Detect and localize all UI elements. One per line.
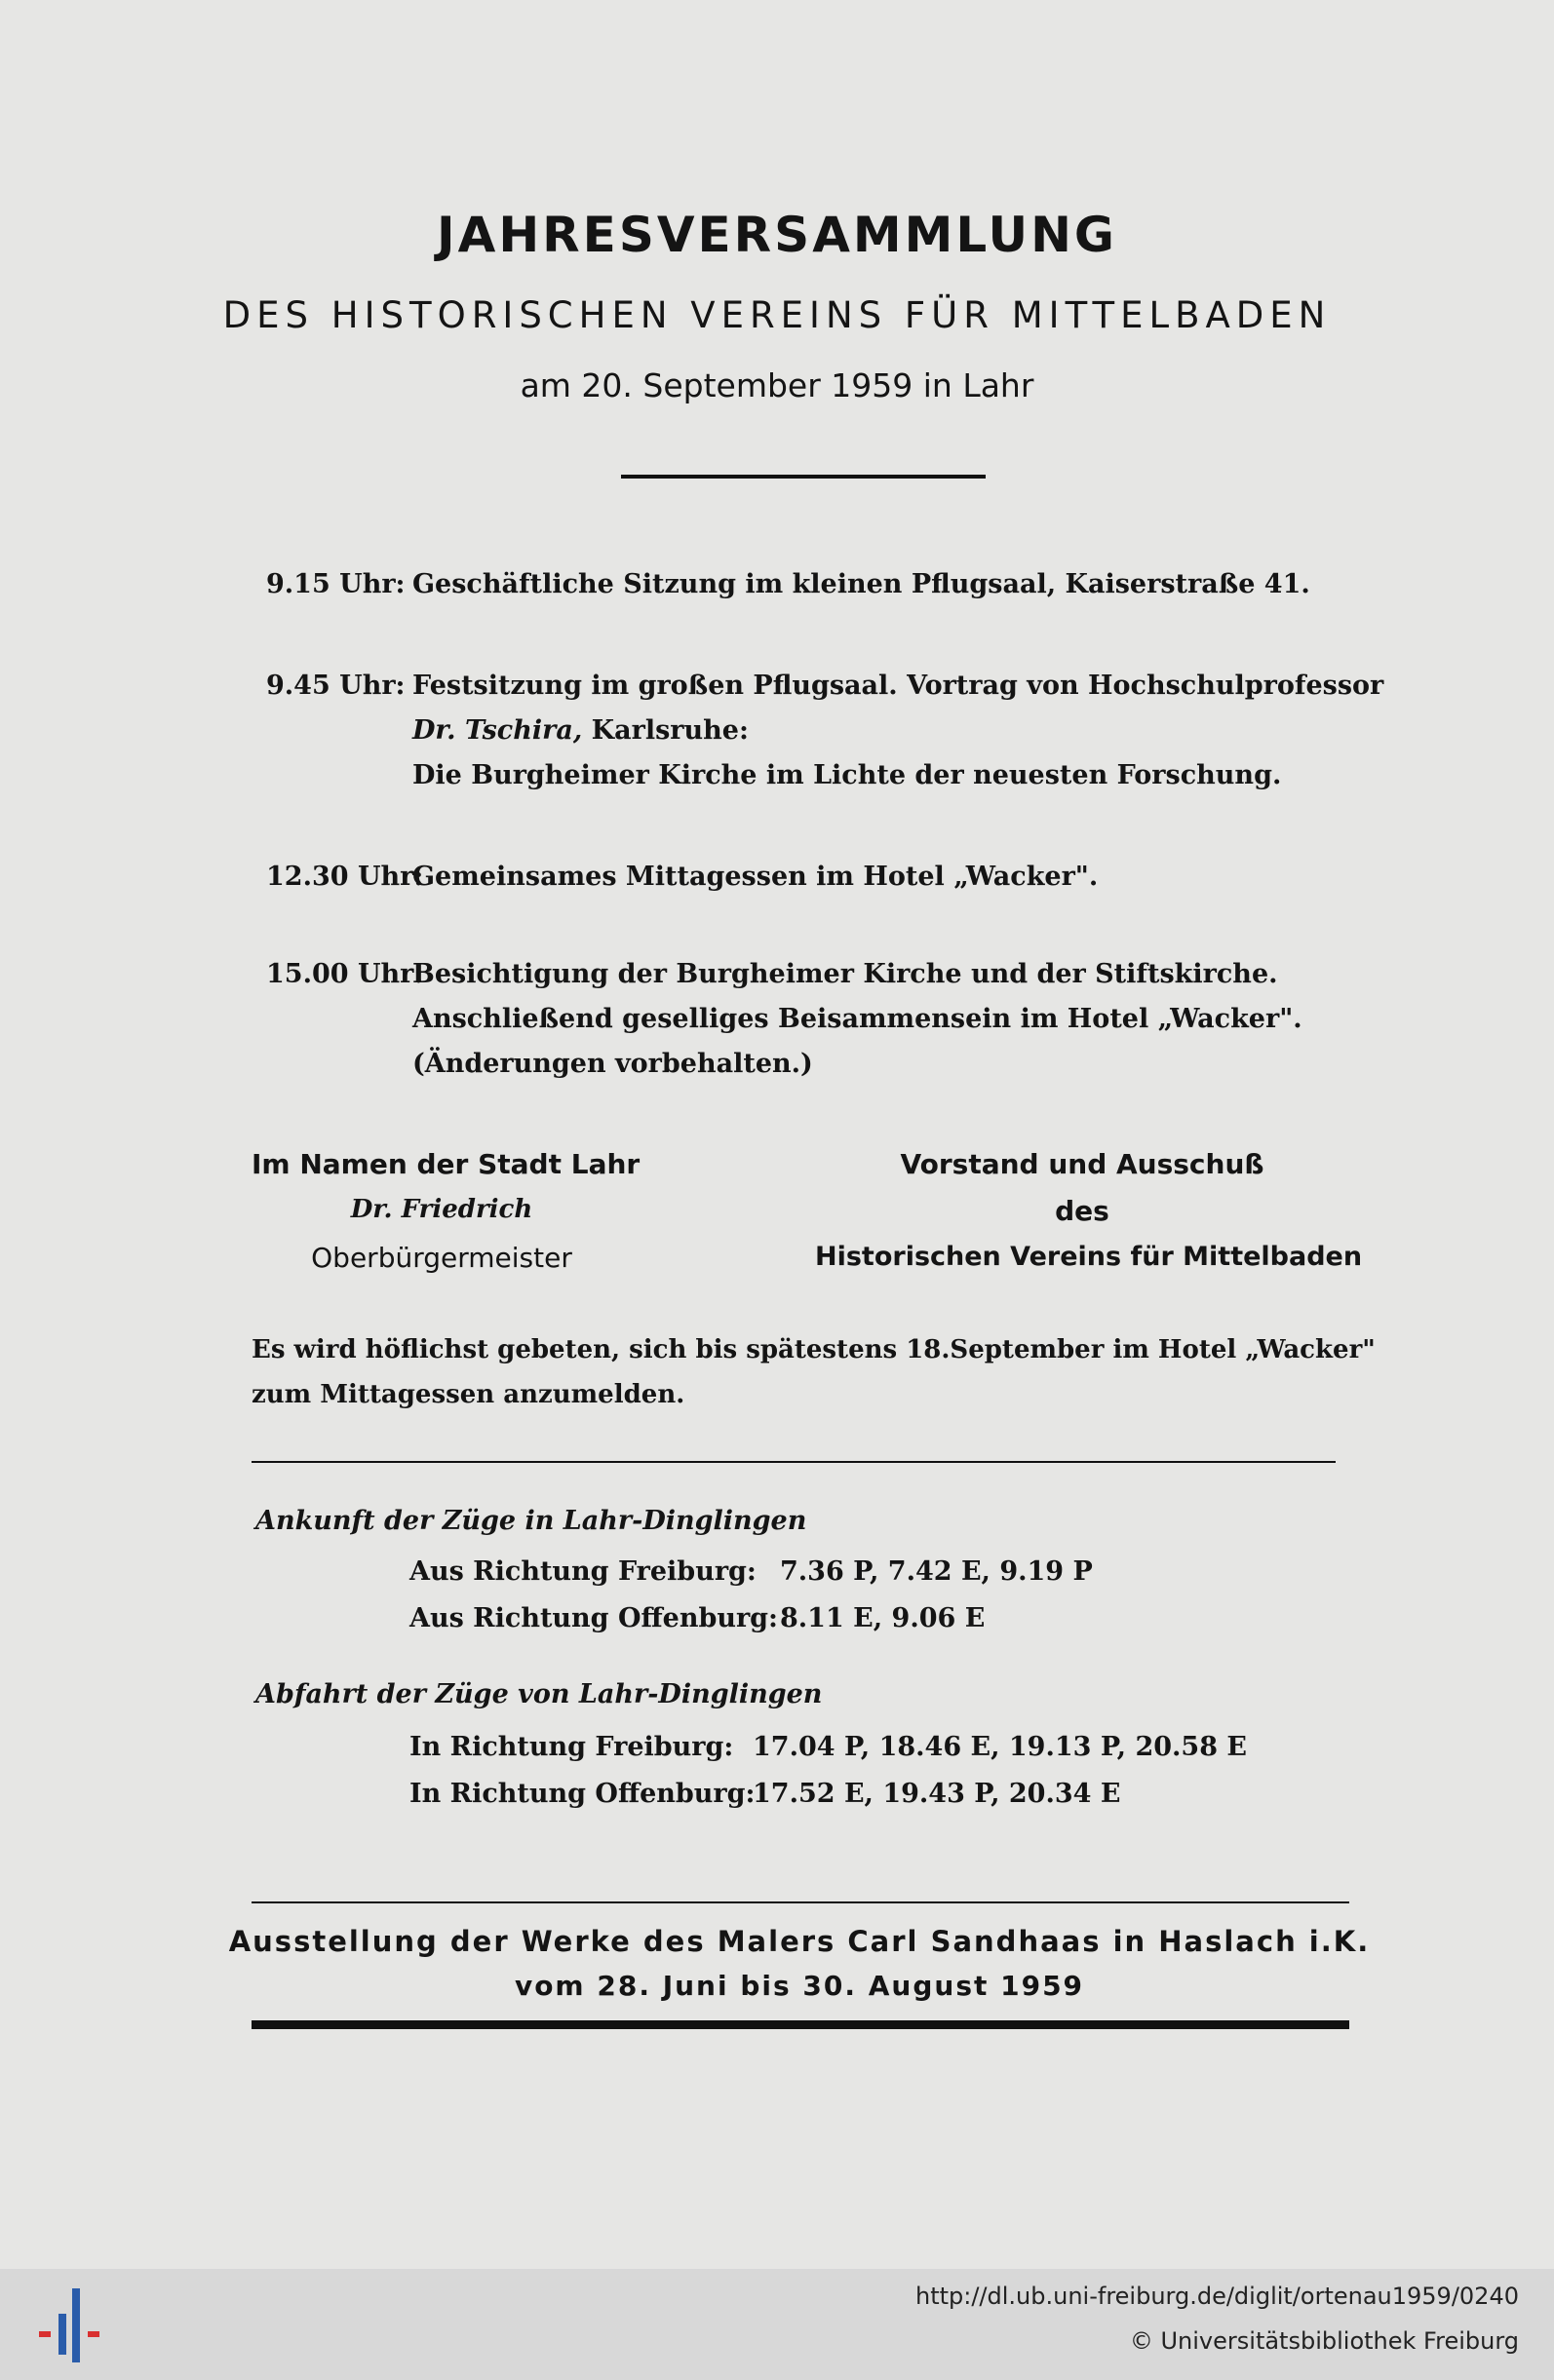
registration-line: zum Mittagessen anzumelden.	[252, 1380, 685, 1409]
event-dateline: am 20. September 1959 in Lahr	[520, 366, 1034, 404]
signature-left-name: Dr. Friedrich	[350, 1195, 533, 1224]
program-item-4	[0, 959, 1554, 1086]
train-times: 17.52 E, 19.43 P, 20.34 E	[753, 1779, 1121, 1809]
title-divider	[621, 475, 986, 479]
registration-line: Es wird höflichst gebeten, sich bis spätestens 18.September im Hotel „Wacker"	[252, 1335, 1376, 1364]
signature-left	[252, 1148, 641, 1285]
exhibition-title: Ausstellung der Werke des Malers Carl Sandhaas in Haslach i.K.	[228, 1925, 1371, 1958]
source-url-link[interactable]: http://dl.ub.uni-freiburg.de/diglit/ortenau1959/0240	[914, 2283, 1519, 2310]
train-direction: Aus Richtung Freiburg:	[409, 1556, 757, 1587]
program-text: Festsitzung im großen Pflugsaal. Vortrag von Hochschulprofessor	[412, 671, 1384, 701]
program-item-1	[0, 569, 1554, 608]
copyright-notice: © Universitätsbibliothek Freiburg	[1129, 2327, 1519, 2355]
program-text: Geschäftliche Sitzung im kleinen Pflugsaal, Kaiserstraße 41.	[412, 569, 1310, 599]
lecture-title: Die Burgheimer Kirche im Lichte der neuesten Forschung.	[412, 760, 1282, 790]
departure-row	[409, 1732, 1287, 1771]
program-item-2	[0, 671, 1554, 797]
program-text: Anschließend geselliges Beisammensein im Hotel „Wacker".	[412, 1004, 1302, 1034]
section-divider	[252, 1461, 1336, 1463]
program-item-3	[0, 862, 1554, 901]
signature-right-heading: Vorstand und Ausschuß	[900, 1148, 1264, 1180]
closing-rule	[252, 2020, 1349, 2029]
registration-note	[252, 1335, 1376, 1423]
arrival-row	[409, 1556, 1189, 1595]
section-divider	[252, 1901, 1349, 1903]
program-text: Besichtigung der Burgheimer Kirche und der Stiftskirche.	[412, 959, 1278, 989]
page-title: JAHRESVERSAMMLUNG	[437, 207, 1117, 263]
page-subtitle: DES HISTORISCHEN VEREINS FÜR MITTELBADEN	[222, 294, 1332, 336]
speaker-location: Karlsruhe:	[582, 715, 749, 746]
speaker-name: Dr. Tschira,	[412, 715, 583, 746]
train-times: 7.36 P, 7.42 E, 9.19 P	[780, 1556, 1093, 1587]
train-direction: In Richtung Freiburg:	[409, 1732, 734, 1762]
ub-freiburg-logo-icon	[39, 2283, 101, 2364]
signature-left-heading: Im Namen der Stadt Lahr	[252, 1148, 641, 1180]
program-time: 9.45 Uhr:	[266, 671, 406, 701]
arrival-heading: Ankunft der Züge in Lahr-Dinglingen	[255, 1506, 807, 1536]
program-text: Gemeinsames Mittagessen im Hotel „Wacker".	[412, 862, 1099, 892]
signature-right-org: Historischen Vereins für Mittelbaden	[815, 1242, 1363, 1272]
signature-right-connector: des	[1055, 1195, 1109, 1227]
departure-heading: Abfahrt der Züge von Lahr-Dinglingen	[255, 1679, 823, 1709]
program-text	[412, 715, 749, 746]
signature-left-role: Oberbürgermeister	[311, 1242, 572, 1274]
train-direction: Aus Richtung Offenburg:	[409, 1603, 779, 1633]
program-time: 12.30 Uhr:	[266, 862, 424, 892]
program-text: (Änderungen vorbehalten.)	[412, 1049, 813, 1079]
exhibition-dates: vom 28. Juni bis 30. August 1959	[514, 1970, 1085, 2002]
train-times: 17.04 P, 18.46 E, 19.13 P, 20.58 E	[753, 1732, 1247, 1762]
program-time: 15.00 Uhr:	[266, 959, 424, 989]
footer-bar	[0, 2269, 1554, 2380]
train-times: 8.11 E, 9.06 E	[780, 1603, 986, 1633]
departure-row	[409, 1779, 1287, 1818]
train-direction: In Richtung Offenburg:	[409, 1779, 756, 1809]
program-time: 9.15 Uhr:	[266, 569, 406, 599]
signature-right	[815, 1148, 1363, 1285]
arrival-row	[409, 1603, 1189, 1642]
